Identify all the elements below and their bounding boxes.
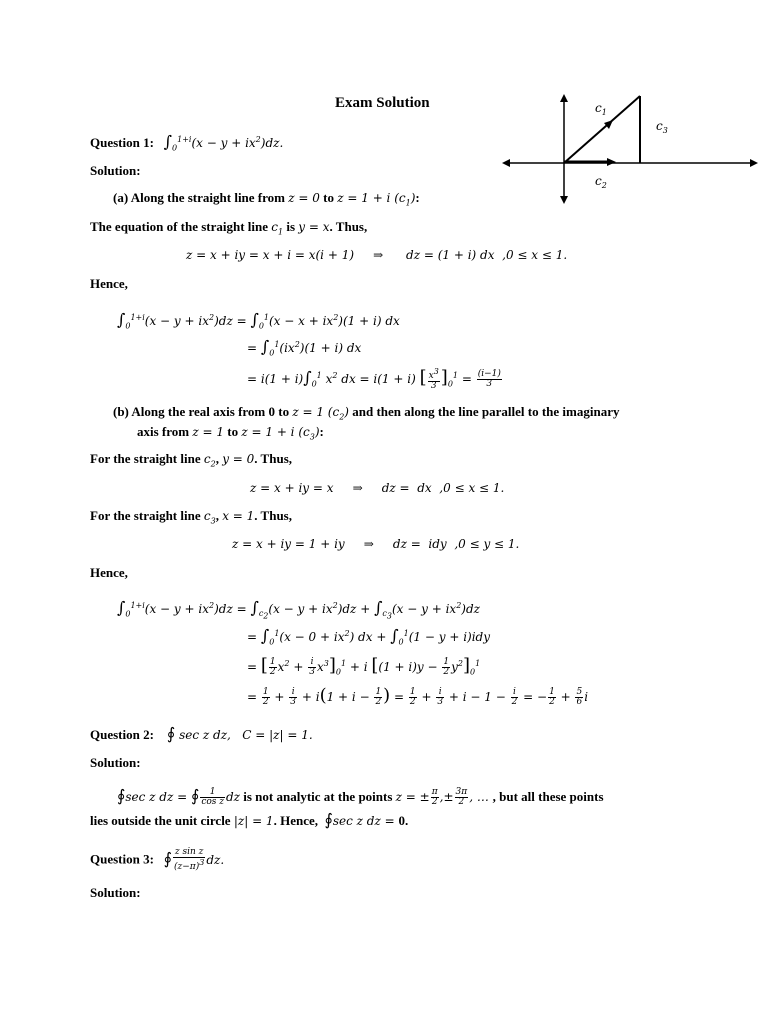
path-c1 xyxy=(564,96,640,163)
q1-part-a: (a) Along the straight line from z = 0 to z = 1 + i $(c_1)$: xyxy=(113,190,420,208)
q1-c2-param: z = x + iy = x ⇒ dz = dx ,0 ≤ x ≤ 1. xyxy=(250,481,505,495)
question-1-integral: $\int_0^{1+i}(x - y + ix^2)dz$. xyxy=(163,132,284,153)
q3-solution-label: Solution: xyxy=(90,885,141,900)
q1-part-b-2: axis from z = 1 to z = 1 + i $(c_3)$: xyxy=(137,424,324,442)
q1-solution-label: Solution: xyxy=(90,163,141,178)
question-1-label: Question 1: xyxy=(90,135,154,150)
q1-b-calc-1: $\int_0^{1+i}(x - y + ix^2)dz = \int_{c_2}(x - y + ix^2)dz + \int_{c_3}(x - y + ix^2)dz$ xyxy=(117,598,480,621)
q2-text-2: lies outside the unit circle |z| = 1. Hence, ∮sec z dz = 0. xyxy=(90,810,409,829)
q1-c3-param: z = x + iy = 1 + iy ⇒ dz = idy ,0 ≤ y ≤ 1. xyxy=(232,537,520,551)
label-c3: $c_3$ xyxy=(656,119,668,135)
page-title: Exam Solution xyxy=(335,95,430,111)
q2-text-1: ∮sec z dz = ∮ $\frac{1}{\text{cos z}}$ dz is not analytic at the points z = ± $\frac{\pi}{2}$ ,± $\frac{3\pi}{2}$ , … , but all these points xyxy=(117,786,604,807)
label-c1: $c_1$ xyxy=(595,101,607,117)
question-1-header xyxy=(90,132,283,156)
q1-line-c2: For the straight line $c_2$, y = 0. Thus, xyxy=(90,451,293,469)
path-diagram xyxy=(500,92,760,212)
question-2-header: Question 2: ∮ sec z dz, C = |z| = 1. xyxy=(90,724,313,743)
q2-solution-label: Solution: xyxy=(90,755,141,770)
question-3-label: Question 3: xyxy=(90,851,154,867)
q1-calc-line-1: $\int_0^{1+i}(x - y + ix^2)dz = \int_0^1(x - x + ix^2)(1 + i)$ dx xyxy=(117,310,400,331)
q1-calc-line-2: = $\int_0^1(ix^2)(1 + i)$ dx xyxy=(247,337,362,358)
question-3-header: Question 3: ∮ $\frac{\text{z sin z}}{(z-\pi)^3}$ dz. xyxy=(90,847,225,872)
q1-param-eq: z = x + iy = x + i = x(i + 1) ⇒ dz = (1 + i) dx ,0 ≤ x ≤ 1. xyxy=(186,248,568,262)
q1-part-b-1: (b) Along the real axis from 0 to z = 1 $(c_2)$ and then along the line parallel to the imaginary xyxy=(113,404,620,422)
q1-b-calc-2: = $\int_0^1(x - 0 + ix^2)$ dx + $\int_0^1(1 - y + i)idy$ xyxy=(247,626,491,647)
q1-hence-2: Hence, xyxy=(90,565,128,580)
q1-line-c3: For the straight line $c_3$, x = 1. Thus, xyxy=(90,508,292,526)
q1-line-equation: The equation of the straight line $c_1$ is y = x. Thus, xyxy=(90,219,368,237)
q1-calc-line-3: = $i(1 + i)\int_0^1$ $x^2$ dx = i(1 + i) [ $\frac{x^3}{3}$ ]$_0^1$ = $\frac{(i-1)}{3}$ xyxy=(247,366,501,391)
q1-hence-1: Hence, xyxy=(90,276,128,291)
q1-b-calc-4: = $\frac{1}{2}$ + $\frac{i}{3}$ + i(1 + i − $\frac{1}{2}$ ) = $\frac{1}{2}$ + $\frac{i}{3}$ + i − 1 − $\frac{i}{2}$ = − $\frac{1}{2}$ + $\frac{5}{6}$ i xyxy=(247,685,589,707)
label-c2: $c_2$ xyxy=(595,174,607,190)
q1-b-calc-3: = [ $\frac{1}{2}$ $x^2$ + $\frac{i}{3}$ $x^3]_0^1 + i$ [(1 + i)y − $\frac{1}{2}$ $y^2]_0^1$ xyxy=(247,655,481,677)
question-2-label: Question 2: xyxy=(90,727,154,742)
